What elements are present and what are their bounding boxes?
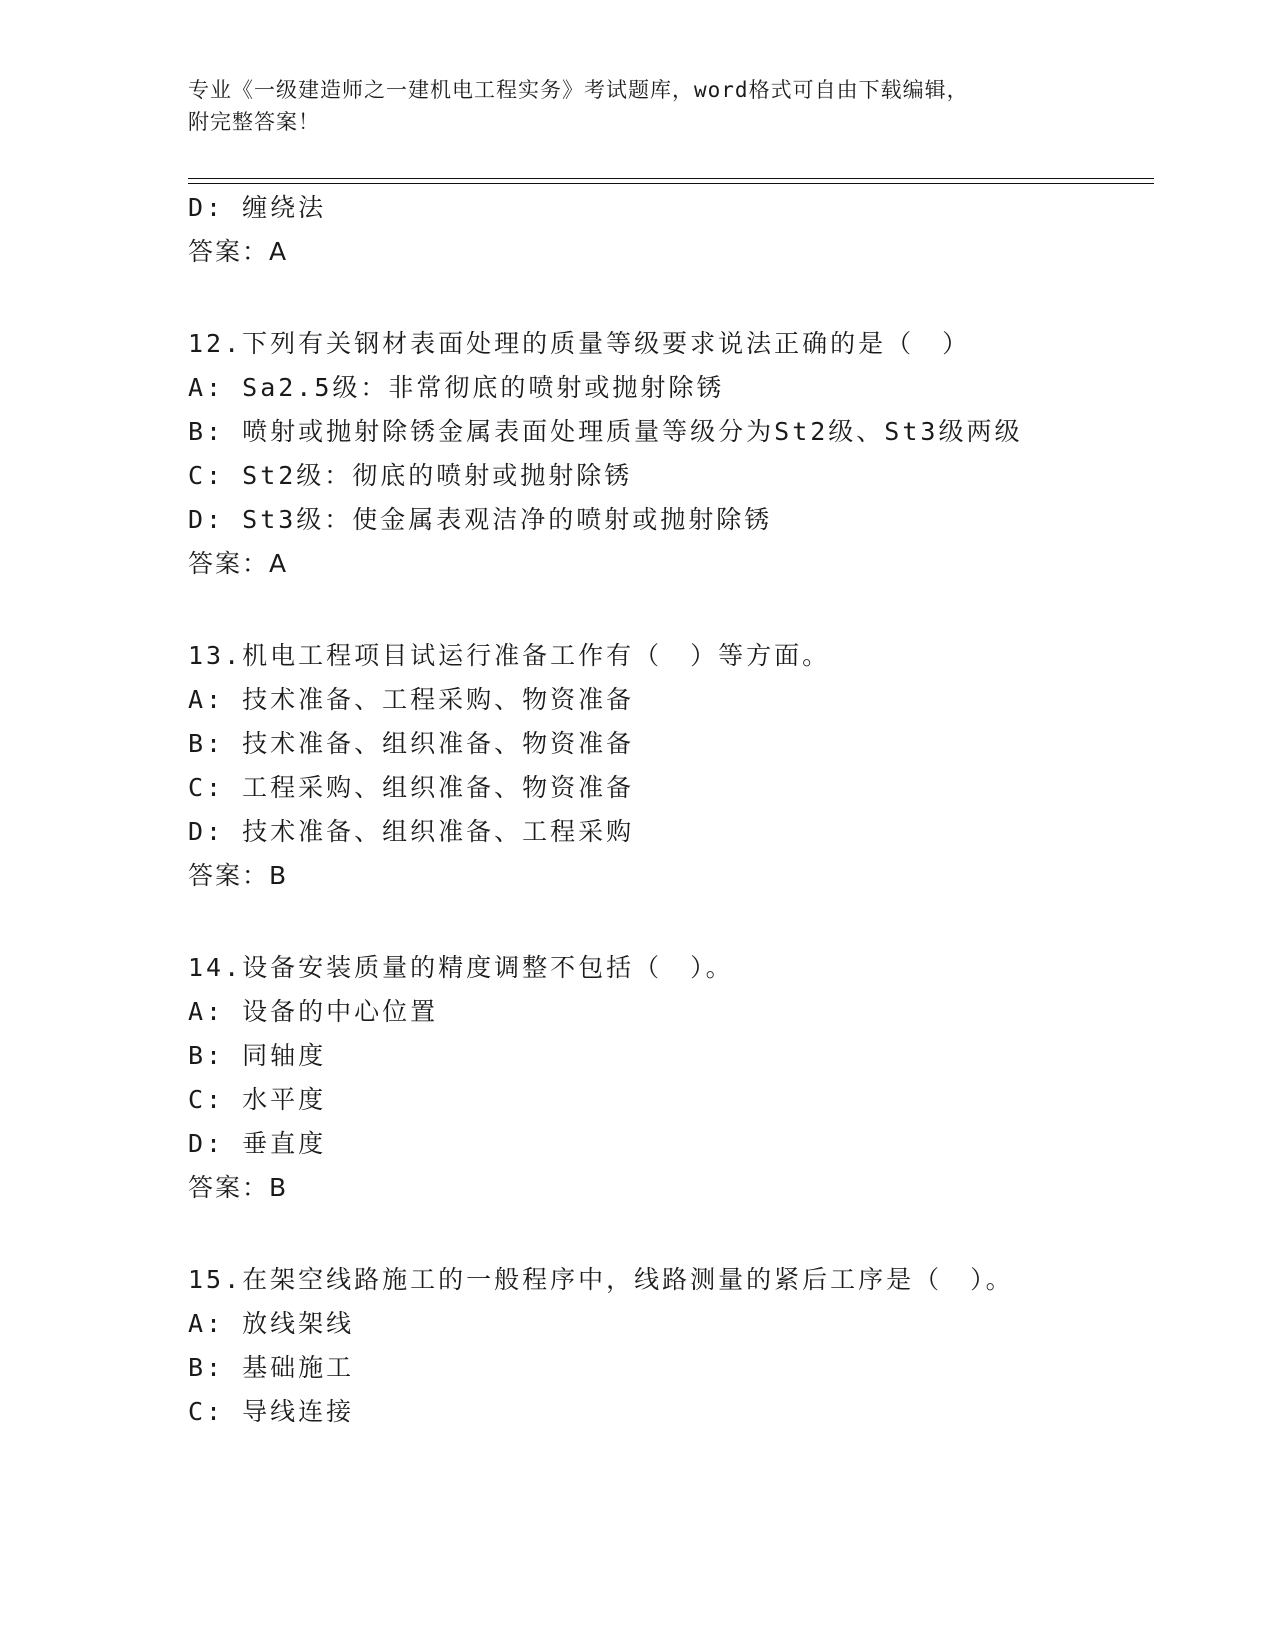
q14-option-a: A: 设备的中心位置 xyxy=(188,997,439,1026)
q13-option-c: C: 工程采购、组织准备、物资准备 xyxy=(188,773,635,802)
header-line-1: 专业《一级建造师之一建机电工程实务》考试题库，word格式可自由下载编辑， xyxy=(188,78,969,102)
q12-option-c: C: St2级：彻底的喷射或抛射除锈 xyxy=(188,461,633,490)
q15-option-a: A: 放线架线 xyxy=(188,1309,355,1338)
q12-option-a: A: Sa2.5级：非常彻底的喷射或抛射除锈 xyxy=(188,373,725,402)
q15-question: 15.在架空线路施工的一般程序中，线路测量的紧后工序是（ ）。 xyxy=(188,1265,1014,1294)
q14-question: 14.设备安装质量的精度调整不包括（ ）。 xyxy=(188,953,734,982)
q14-answer: 答案：B xyxy=(188,1173,289,1202)
q13-answer: 答案：B xyxy=(188,861,289,890)
header-line-2: 附完整答案！ xyxy=(188,110,320,134)
q15-option-b: B: 基础施工 xyxy=(188,1353,355,1382)
q13-question: 13.机电工程项目试运行准备工作有（ ）等方面。 xyxy=(188,641,831,670)
q12-question: 12.下列有关钢材表面处理的质量等级要求说法正确的是（ ） xyxy=(188,329,971,358)
q12-option-b: B: 喷射或抛射除锈金属表面处理质量等级分为St2级、St3级两级 xyxy=(188,417,1023,446)
q15-option-c: C: 导线连接 xyxy=(188,1397,355,1426)
document-header xyxy=(188,74,1088,138)
q14-option-c: C: 水平度 xyxy=(188,1085,327,1114)
q14-option-b: B: 同轴度 xyxy=(188,1041,327,1070)
q12-answer: 答案：A xyxy=(188,549,289,578)
q11-option-d: D: 缠绕法 xyxy=(188,193,327,222)
header-divider-top xyxy=(188,178,1154,179)
header-divider-bottom xyxy=(188,183,1154,184)
q13-option-d: D: 技术准备、组织准备、工程采购 xyxy=(188,817,635,846)
q12-option-d: D: St3级：使金属表观洁净的喷射或抛射除锈 xyxy=(188,505,773,534)
q13-option-b: B: 技术准备、组织准备、物资准备 xyxy=(188,729,635,758)
q14-option-d: D: 垂直度 xyxy=(188,1129,327,1158)
q11-answer: 答案：A xyxy=(188,237,289,266)
q13-option-a: A: 技术准备、工程采购、物资准备 xyxy=(188,685,635,714)
